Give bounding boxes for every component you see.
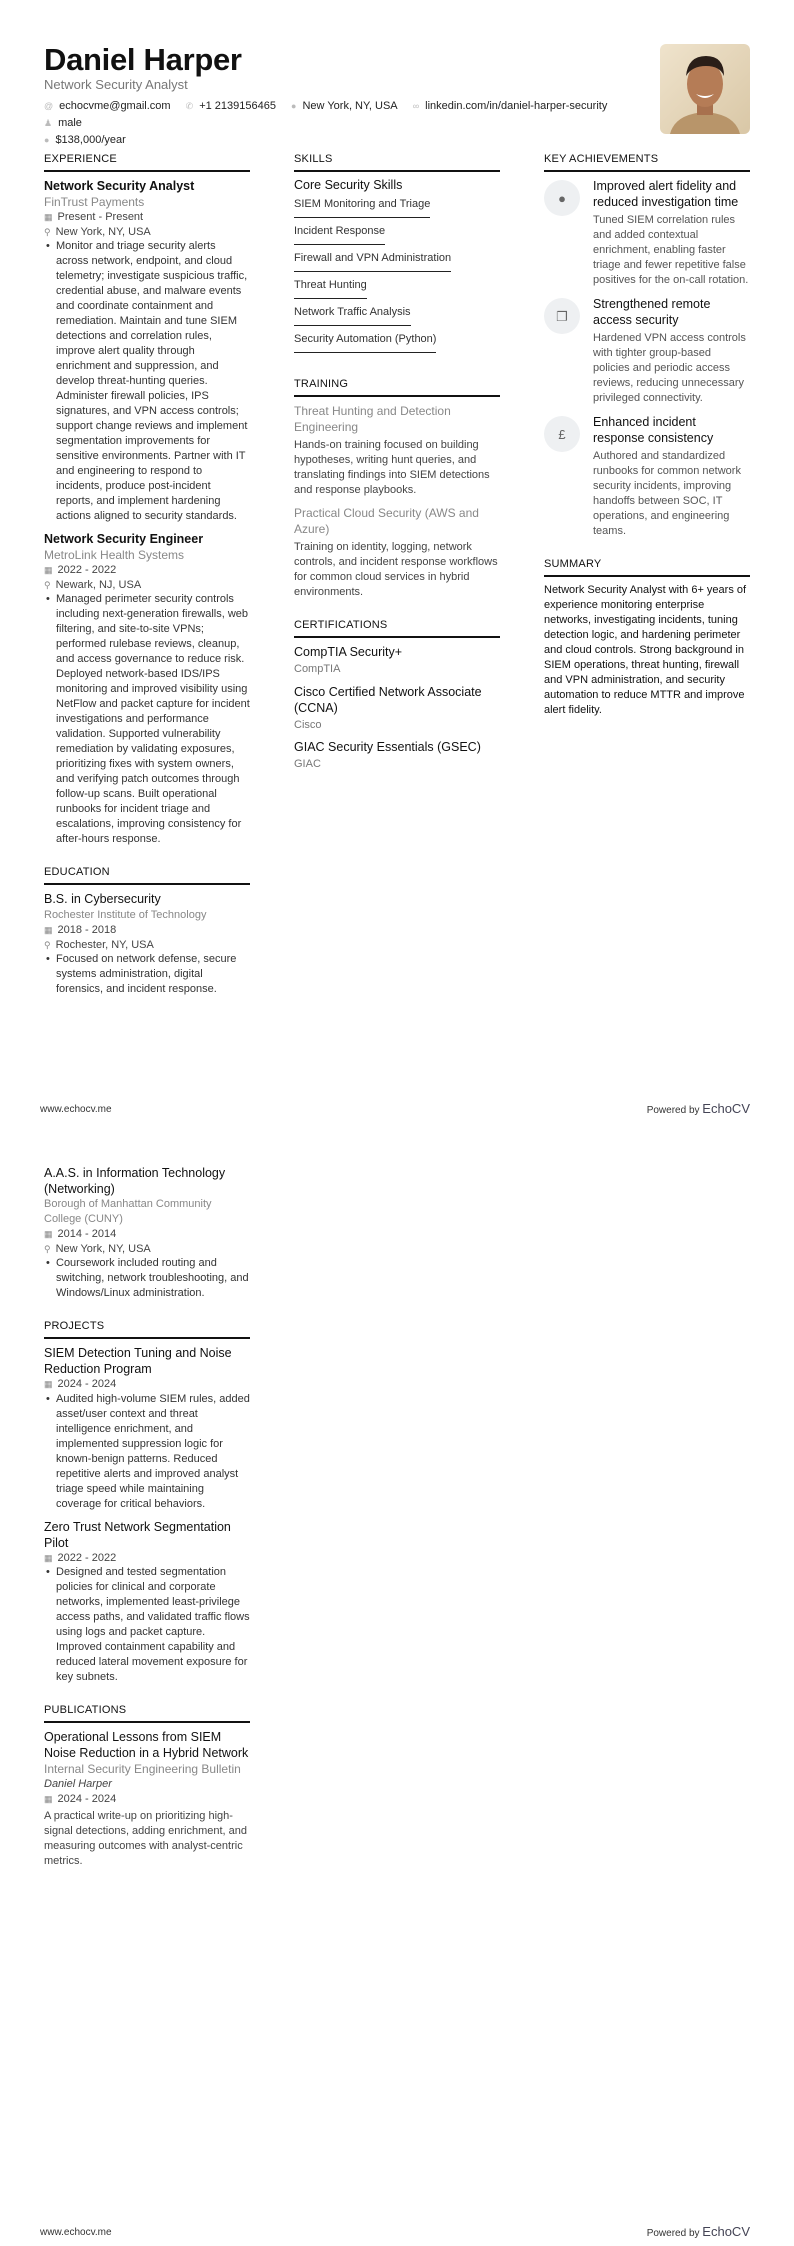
experience-item [44,178,250,524]
certifications-section [294,618,500,772]
skill-item: SIEM Monitoring and Triage [294,197,430,218]
position-title: Network Security Analyst [44,179,195,193]
skill-item: Firewall and VPN Administration [294,251,451,272]
right-column [544,152,750,736]
bullet: • Monitor and triage security alerts across network, endpoint, and cloud telemetry; investigate suspicious traffic, credential abuse, and malware events and coordinate containment and remediation. Maintain and tune SIEM detections and correlation rules, improve alert quality through enrichment and suppression, and develop threat-hunting queries. Administer firewall policies, IPS signatures, and VPN access controls; support change reviews and implement segmentation improvements for sensitive environments. Partner with IT and engineering to respond to incidents, produce post-incident reports, and implement hardening actions aligned to security standards. [44,239,250,524]
summary-text: Network Security Analyst with 6+ years of experience monitoring enterprise networks, investigating incidents, tuning detection logic, and hardening perimeter and cloud controls. Strong background in SIEM operations, threat hunting, firewall and VPN administration, and security automation to reduce MTTR and improve alert fidelity. [544,584,747,716]
section-heading: SKILLS [294,152,500,172]
experience-item [44,531,250,847]
degree: A.A.S. in Information Technology (Networking) [44,1166,226,1196]
candidate-name: Daniel Harper [44,42,242,77]
training-desc: Hands-on training focused on building hypotheses, writing hunt queries, and translating findings into SIEM detections and response playbooks. [294,439,490,496]
training-section [294,377,500,600]
section-heading: SUMMARY [544,557,750,577]
left-column-page2 [44,1165,250,1887]
school: Rochester Institute of Technology [44,909,207,921]
company-name: FinTrust Payments [44,195,145,209]
projects-section [44,1319,250,1685]
section-heading: PUBLICATIONS [44,1703,250,1723]
location: Newark, NJ, USA [55,578,142,591]
company-name: MetroLink Health Systems [44,548,185,562]
training-desc: Training on identity, logging, network controls, and incident response workflows for common cloud services in hybrid environments. [294,541,498,598]
education-section-continued [44,1165,250,1301]
training-item [294,505,500,600]
middle-column [294,152,500,790]
contact-location: ● New York, NY, USA [291,100,398,112]
footer-powered[interactable]: Powered by EchoCV [646,1101,750,1116]
training-title: Practical Cloud Security (AWS and Azure) [294,506,479,536]
dates: 2022 - 2022 [57,564,117,576]
achievement-item: £ Enhanced incident response consistency Authored and standardized runbooks for common network security incidents, improving handoffs between SOC, IT operations, and engineering teams. [544,414,750,539]
contact-gender: ♟ male [44,117,82,129]
section-heading: KEY ACHIEVEMENTS [544,152,750,172]
dates: Present - Present [57,211,144,223]
contact-linkedin[interactable]: ∞ linkedin.com/in/daniel-harper-security [412,100,608,112]
left-column-page1 [44,152,250,1015]
location-pin-icon: ⚲ [44,579,51,590]
certification-item: CompTIA Security+ CompTIA [294,645,403,675]
location-pin-icon: ⚲ [44,226,51,237]
school: Borough of Manhattan Community College (CUNY) [44,1198,212,1225]
link-icon: ∞ [412,101,420,111]
contact-email[interactable]: @ echocvme@gmail.com [44,100,171,112]
summary-section [544,557,750,718]
certification-item: Cisco Certified Network Associate (CCNA) Cisco [294,684,482,731]
location-icon: ● [291,101,297,111]
money-icon: ● [44,135,50,145]
training-title: Threat Hunting and Detection Engineering [294,404,451,434]
skill-item: Security Automation (Python) [294,332,436,353]
calendar-icon: ▦ [44,1229,53,1239]
location-pin-icon: ⚲ [44,1243,51,1254]
achievements-section [544,152,750,539]
bullet: • Focused on network defense, secure systems administration, digital forensics, and incident response. [44,952,250,997]
section-heading: EXPERIENCE [44,152,250,172]
calendar-icon: ▦ [44,1793,53,1804]
contact-salary: ● $138,000/year [44,134,126,146]
achievement-item: ● Improved alert fidelity and reduced investigation time Tuned SIEM correlation rules and added contextual enrichment, enabling faster triage and fewer repetitive false positives for the on-call rotation. [544,178,750,288]
training-item [294,403,500,498]
contact-list [44,98,644,149]
job-title: Network Security Analyst [44,77,188,92]
skill-item: Incident Response [294,224,385,245]
section-heading: TRAINING [294,377,500,397]
skill-group-title: Core Security Skills [294,178,403,192]
bullet: • Audited high-volume SIEM rules, added asset/user context and threat intelligence enrichment, and implemented suppression logic for known-benign patterns. Reduced repetitive alerts and improved analyst triage speed while maintaining coverage for critical behaviors. [44,1392,250,1512]
clipboard-check-icon: ❐ [544,298,580,334]
project-item: Zero Trust Network Segmentation Pilot ▦ 2022 - 2022 • Designed and tested segmentation policies for clinical and corporate networks, implemented least-privilege access paths, and validated traffic flows using logs and packet capture. Improved containment capability and reduced lateral movement exposure for key subnets. [44,1519,250,1686]
education-section [44,865,250,997]
profile-photo [660,44,750,134]
contact-phone[interactable]: ✆ +1 2139156465 [185,100,276,112]
calendar-icon: ▦ [44,1379,53,1389]
brand-logo: EchoCV [702,2224,750,2239]
bullet: • Coursework included routing and switching, network troubleshooting, and Windows/Linux administration. [44,1256,250,1301]
certification-item: GIAC Security Essentials (GSEC) GIAC [294,740,481,770]
chat-bubble-icon: ● [544,180,580,216]
section-heading: PROJECTS [44,1319,250,1339]
calendar-icon: ▦ [44,925,53,935]
pound-coin-icon: £ [544,416,580,452]
calendar-icon: ▦ [44,212,53,222]
location-pin-icon: ⚲ [44,939,51,950]
footer-powered[interactable]: Powered by EchoCV [646,2224,750,2239]
degree: B.S. in Cybersecurity [44,892,161,906]
section-heading: CERTIFICATIONS [294,618,500,638]
at-icon: @ [44,101,54,111]
skill-item: Threat Hunting [294,278,367,299]
phone-icon: ✆ [185,101,194,111]
calendar-icon: ▦ [44,1552,53,1563]
skills-section [294,152,500,359]
bullet: • Managed perimeter security controls including next-generation firewalls, web filtering, and site-to-site VPNs; performed rulebase reviews, cleanup, and access governance to reduce risk. Deployed network-based IDS/IPS monitoring and improved visibility using NetFlow and packet capture for incident investigations and performance validation. Supported vulnerability remediation by validating exposures, prioritizing fixes with system owners, and verifying patch outcomes through follow-up scans. Built operational runbooks for incident triage and escalations, improving consistency for after-hours response. [44,592,250,847]
person-icon: ♟ [44,118,53,128]
publications-section [44,1703,250,1869]
calendar-icon: ▦ [44,565,53,575]
education-item: A.A.S. in Information Technology (Networking) Borough of Manhattan Community College (CUNY) ▦ 2014 - 2014 ⚲ New York, NY, USA • Coursework included routing and switching, network troubleshooting, and Windows/Linux administration. [44,1165,250,1301]
location: New York, NY, USA [55,225,151,238]
footer-site-link[interactable]: www.echocv.me [40,1104,112,1115]
footer-site-link[interactable]: www.echocv.me [40,2227,112,2238]
experience-section [44,152,250,847]
brand-logo: EchoCV [702,1101,750,1116]
achievement-item: ❐ Strengthened remote access security Hardened VPN access controls with tighter group-based policies and periodic access reviews, reducing unnecessary privileged connectivity. [544,296,750,406]
project-item: SIEM Detection Tuning and Noise Reduction Program ▦ 2024 - 2024 • Audited high-volume SIEM rules, added asset/user context and threat intelligence enrichment, and implemented suppression logic for known-benign patterns. Reduced repetitive alerts and improved analyst triage speed while maintaining coverage for critical behaviors. [44,1345,250,1512]
bullet: • Designed and tested segmentation policies for clinical and corporate networks, implemented least-privilege access paths, and validated traffic flows using logs and packet capture. Improved containment capability and reduced lateral movement exposure for key subnets. [44,1565,250,1685]
section-heading: EDUCATION [44,865,250,885]
position-title: Network Security Engineer [44,532,204,546]
education-item: B.S. in Cybersecurity Rochester Institute of Technology ▦ 2018 - 2018 ⚲ Rochester, NY, USA • Focused on network defense, secure systems administration, digital forensics, and incident response. [44,891,250,997]
publication-item: Operational Lessons from SIEM Noise Reduction in a Hybrid Network Internal Security Engineering Bulletin Daniel Harper ▦ 2024 - 2024 A practical write-up on prioritizing high-signal detections, adding enrichment, and measuring outcomes with analyst-centric metrics. [44,1730,249,1867]
skill-item: Network Traffic Analysis [294,305,411,326]
